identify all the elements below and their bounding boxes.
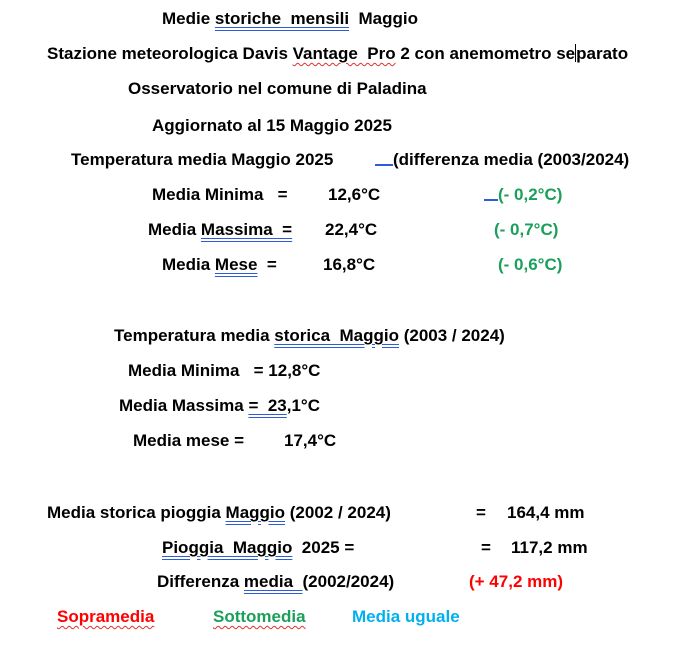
current-min-diff-wrap <box>484 184 562 206</box>
rain-diff-value: (+ 47,2 mm) <box>469 572 564 591</box>
rain-diff-a: Differenza <box>157 572 244 591</box>
rain-historic-eq: = <box>476 503 486 522</box>
current-min-label <box>152 184 288 206</box>
historic-heading <box>114 325 505 347</box>
rain-current-value: 117,2 mm <box>511 538 588 557</box>
historic-min: Media Minima = 12,8°C <box>128 361 321 380</box>
current-max-value: 22,4°C <box>325 220 378 239</box>
historic-heading-b: (2003 / 2024) <box>398 326 505 345</box>
current-min-text: Media Minima <box>152 185 264 204</box>
diff-heading-wrap <box>375 149 629 171</box>
rain-diff-b: (2002/2024) <box>302 572 395 591</box>
legend-equal: Media uguale <box>352 607 460 626</box>
current-max-diff: (- 0,7°C) <box>494 220 559 239</box>
diff-heading: (differenza media (2003/2024) <box>393 150 630 169</box>
title <box>162 8 418 30</box>
current-month-diff: (- 0,6°C) <box>498 255 563 274</box>
historic-month-value: 17,4°C <box>284 431 337 450</box>
rain-historic-a: Media storica pioggia <box>47 503 226 522</box>
current-max-label <box>148 219 292 241</box>
rain-historic-b: (2002 / 2024) <box>285 503 391 522</box>
historic-heading-underlined: storica Maggio <box>274 326 399 345</box>
current-min-diff: (- 0,2°C) <box>498 185 563 204</box>
observatory: Osservatorio nel comune di Paladina <box>128 79 427 98</box>
rain-current-label <box>162 537 354 559</box>
historic-heading-a: Temperatura media <box>114 326 275 345</box>
historic-month-label: Media mese = <box>133 431 245 450</box>
station-line <box>47 43 628 65</box>
historic-max-b: ,1°C <box>286 396 321 415</box>
current-month-eq: = <box>257 255 277 274</box>
historic-max-underlined: = 23 <box>248 396 287 415</box>
legend-above: Sopramedia <box>57 607 155 626</box>
rain-diff-label <box>157 571 394 593</box>
rain-historic-value: 164,4 mm <box>507 503 585 522</box>
rain-current-underlined: Pioggia Maggio <box>162 538 293 557</box>
underline-gap <box>375 150 393 166</box>
underline-gap-min <box>484 185 498 201</box>
title-suffix: Maggio <box>349 9 419 28</box>
legend-below: Sottomedia <box>213 607 306 626</box>
current-heading: Temperatura media Maggio 2025 <box>71 150 334 169</box>
rain-historic-underlined: Maggio <box>225 503 286 522</box>
station-a: Stazione meteorologica Davis <box>47 44 293 63</box>
current-month-label <box>162 254 277 276</box>
rain-diff-underlined: media <box>243 572 303 591</box>
rain-current-b: 2025 = <box>292 538 355 557</box>
current-month-text: Media <box>162 255 215 274</box>
current-min-eq: = <box>263 185 288 204</box>
current-max-underlined: Massima = <box>200 220 293 239</box>
title-underlined: storiche mensili <box>214 9 350 28</box>
station-b: 2 con anemometro se <box>395 44 576 63</box>
title-prefix: Medie <box>162 9 215 28</box>
station-c: parato <box>576 44 629 63</box>
current-month-underlined: Mese <box>214 255 258 274</box>
station-model: Vantage Pro <box>292 44 396 63</box>
updated-date: Aggiornato al 15 Maggio 2025 <box>152 116 392 135</box>
current-max-text: Media <box>148 220 201 239</box>
current-month-value: 16,8°C <box>323 255 376 274</box>
historic-max <box>119 395 320 417</box>
historic-max-a: Media Massima <box>119 396 249 415</box>
current-min-value: 12,6°C <box>328 185 381 204</box>
rain-historic-label <box>47 502 391 524</box>
rain-current-eq: = <box>481 538 491 557</box>
